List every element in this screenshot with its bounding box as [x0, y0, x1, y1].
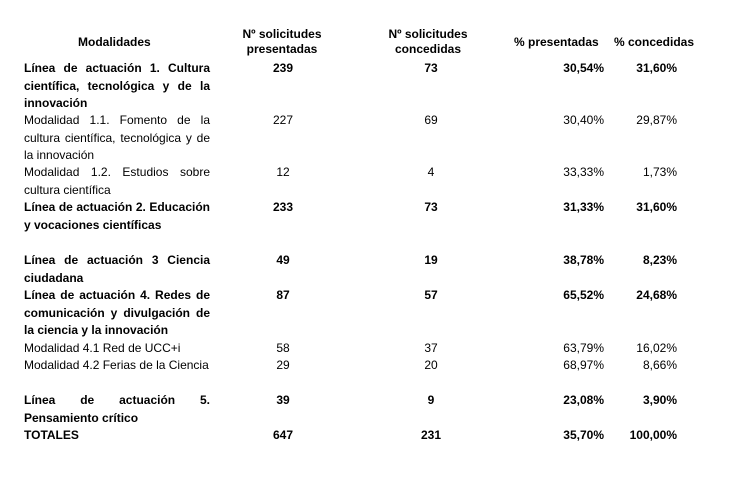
row-concedidas: 37 — [424, 341, 438, 355]
row-label: Línea de actuación 4. Redes de comunicación y divulgación de la ciencia y la innovación — [24, 288, 210, 337]
header-presentadas-line1: Nº solicitudes — [242, 27, 322, 41]
row-presentadas: 233 — [272, 200, 294, 214]
header-pct-concedidas: % concedidas — [614, 35, 695, 49]
row-label: Línea de actuación 5. Pensamiento crítico — [24, 393, 210, 425]
row-concedidas-totales: 231 — [420, 428, 442, 442]
row-pct-concedidas: 8,23% — [642, 253, 677, 267]
row-label: Modalidad 4.1 Red de UCC+i — [24, 341, 181, 355]
row-pct-presentadas-totales: 35,70% — [563, 428, 604, 442]
row-pct-concedidas-totales: 100,00% — [629, 428, 677, 442]
row-pct-presentadas: 31,33% — [563, 200, 604, 214]
row-label: Modalidad 1.1. Fomento de la cultura científica, tecnológica y de la innovación — [24, 113, 210, 162]
row-presentadas-totales: 647 — [272, 428, 294, 442]
row-label: Modalidad 1.2. Estudios sobre cultura científica — [24, 165, 210, 197]
row-pct-presentadas: 63,79% — [563, 341, 604, 355]
row-label: Línea de actuación 1. Cultura científica, tecnológica y de la innovación — [24, 61, 210, 110]
row-concedidas: 57 — [424, 288, 438, 302]
row-concedidas: 19 — [424, 253, 438, 267]
header-concedidas-line1: Nº solicitudes — [388, 27, 468, 41]
row-pct-concedidas: 29,87% — [636, 113, 677, 127]
row-presentadas: 29 — [276, 358, 290, 372]
row-pct-concedidas: 24,68% — [636, 288, 677, 302]
row-pct-presentadas: 33,33% — [563, 165, 604, 179]
row-pct-presentadas: 65,52% — [563, 288, 604, 302]
header-pct-presentadas: % presentadas — [514, 35, 599, 49]
row-presentadas: 58 — [276, 341, 290, 355]
row-concedidas: 4 — [427, 165, 435, 179]
row-concedidas: 20 — [424, 358, 438, 372]
header-concedidas — [378, 27, 478, 57]
row-pct-presentadas: 68,97% — [563, 358, 604, 372]
row-concedidas: 69 — [424, 113, 438, 127]
row-label: Línea de actuación 3 Ciencia ciudadana — [24, 253, 210, 285]
row-pct-concedidas: 31,60% — [636, 200, 677, 214]
row-concedidas: 73 — [424, 200, 438, 214]
header-presentadas — [232, 27, 332, 57]
header-concedidas-line2: concedidas — [394, 42, 462, 56]
header-modalidades: Modalidades — [78, 35, 151, 49]
row-label: Modalidad 4.2 Ferias de la Ciencia — [24, 358, 209, 372]
row-presentadas: 49 — [276, 253, 290, 267]
row-presentadas: 12 — [276, 165, 290, 179]
row-pct-presentadas: 23,08% — [563, 393, 604, 407]
row-pct-presentadas: 30,54% — [563, 61, 604, 75]
header-presentadas-line2: presentadas — [246, 42, 318, 56]
row-pct-concedidas: 31,60% — [636, 61, 677, 75]
row-pct-presentadas: 38,78% — [563, 253, 604, 267]
row-pct-concedidas: 3,90% — [642, 393, 677, 407]
row-label: Línea de actuación 2. Educación y vocaciones científicas — [24, 200, 210, 232]
row-presentadas: 227 — [272, 113, 294, 127]
row-presentadas: 239 — [272, 61, 294, 75]
row-concedidas: 9 — [427, 393, 435, 407]
row-pct-concedidas: 1,73% — [642, 165, 677, 179]
row-pct-presentadas: 30,40% — [563, 113, 604, 127]
row-concedidas: 73 — [424, 61, 438, 75]
row-presentadas: 39 — [276, 393, 290, 407]
row-label-totales: TOTALES — [24, 428, 79, 442]
row-presentadas: 87 — [276, 288, 290, 302]
row-pct-concedidas: 16,02% — [636, 341, 677, 355]
row-pct-concedidas: 8,66% — [642, 358, 677, 372]
